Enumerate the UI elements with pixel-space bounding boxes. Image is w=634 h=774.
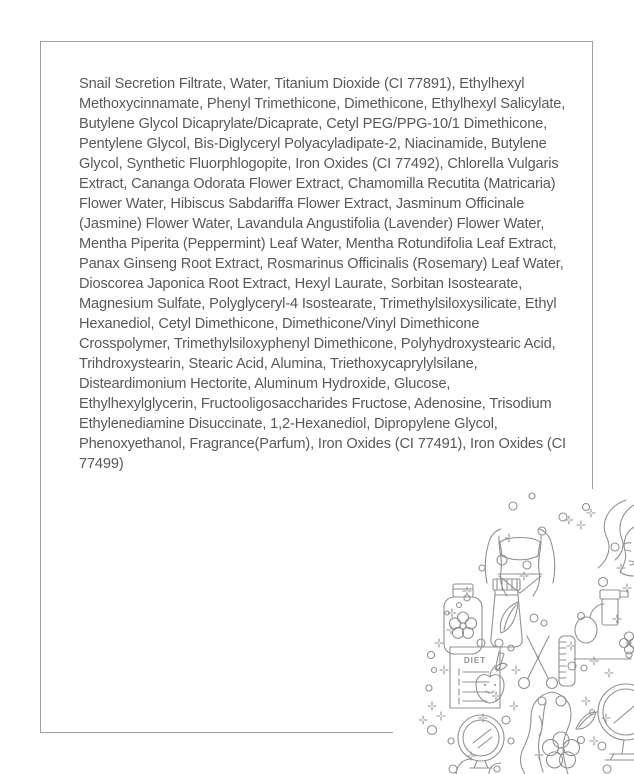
flower-icon — [543, 712, 597, 768]
beauty-icons-svg — [393, 489, 634, 774]
beauty-icons-illustration — [393, 489, 634, 774]
comb-icon — [559, 636, 575, 686]
cosmetic-tube-icon — [491, 579, 522, 647]
diet-label: DIET — [463, 656, 487, 665]
cosmetic-bottle-icon — [444, 584, 482, 654]
scissors-icon — [519, 636, 558, 689]
sparkles-decor — [419, 509, 631, 760]
hand-mirror-icon — [456, 715, 504, 774]
ingredients-text: Snail Secretion Filtrate, Water, Titanium Dioxide (CI 77891), Ethylhexyl Methoxycinnamate, Phenyl Trimethicone, Dimethicone, Ethylhexyl Salicylate, Butylene Glycol Dicaprylate/Dicaprate, Cetyl PEG/PPG-10/1 Dimethicone, Pentylene Glycol, Bis-Diglyceryl Polyacyladipate-2, Niacinamide, Butylene Glycol, Synthetic Fluorphlogopite, Iron Oxides (CI 77492), Chlorella Vulgaris Extract, Cananga Odorata Flower Extract, Chamomilla Recutita (Matricaria) Flower Water, Hibiscus Sabdariffa Flower Extract, Jasminum Officinale (Jasmine) Flower Water, Lavandula Angustifolia (Lavender) Flower Water, Mentha Piperita (Peppermint) Leaf Water, Mentha Rotundifolia Leaf Extract, Panax Ginseng Root Extract, Rosmarinus Officinalis (Rosemary) Leaf Water, Dioscorea Japonica Root Extract, Hexyl Laurate, Sorbitan Isostearate, Magnesium Sulfate, Polyglyceryl-4 Isostearate, Trimethylsiloxysilicate, Ethyl Hexanediol, Cetyl Dimethicone, Dimethicone/Vinyl Dimethicone Crosspolymer, Trimethylsiloxyphenyl Dimethicone, Polyhydroxystearic Acid, Trihdroxystearin, Stearic Acid, Alumina, Triethoxycaprylylsilane, Disteardimonium Hectorite, Aluminum Hydroxide, Glucose, Ethylhexylglycerin, Fructooligosaccharides Fructose, Adenosine, Trisodium Ethylenediamine Disuccinate, 1,2-Hexanediol, Dipropylene Glycol, Phenoxyethanol, Fragrance(Parfum), Iron Oxides (CI 77491), Iron Oxides (CI 77499) — [79, 76, 566, 472]
vanity-mirror-icon — [590, 684, 634, 760]
perfume-atomizer-icon — [574, 590, 634, 659]
woman-hair-icon — [521, 692, 571, 774]
woman-face-icon — [598, 500, 634, 576]
apple-icon — [476, 663, 507, 703]
bubbles-decor — [426, 493, 632, 773]
